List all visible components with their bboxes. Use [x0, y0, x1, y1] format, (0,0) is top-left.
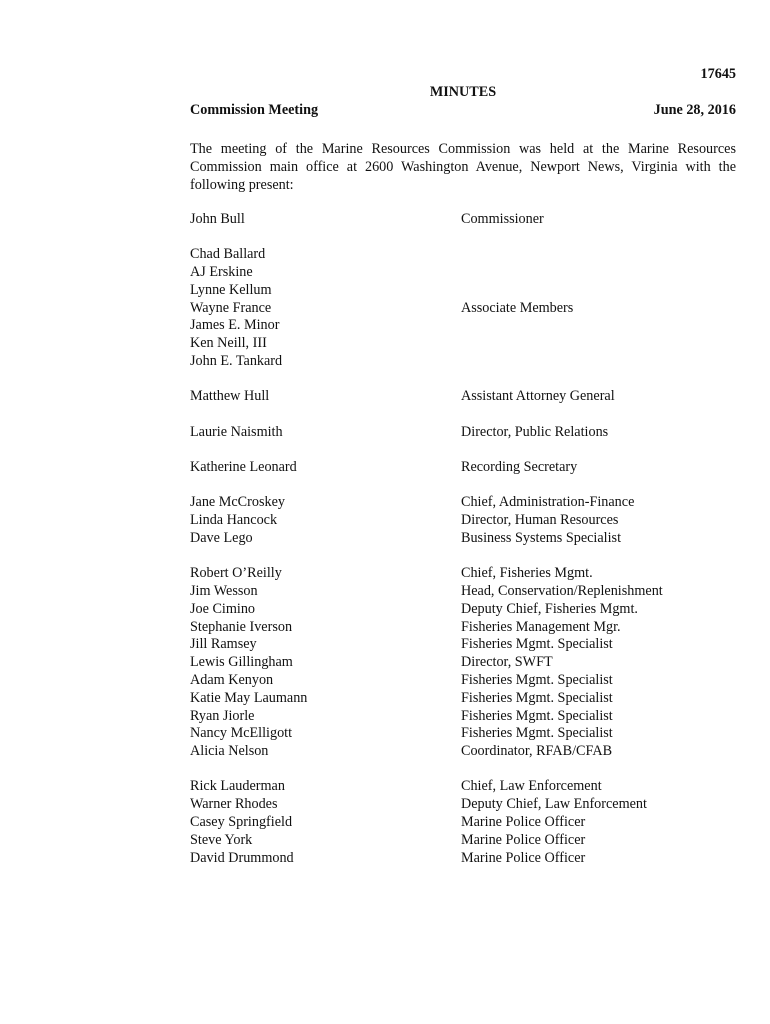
meeting-type: Commission Meeting	[190, 102, 319, 118]
attendee-name: David Drummond	[190, 849, 294, 866]
attendee-name: Lewis Gillingham	[190, 654, 293, 671]
intro-paragraph: The meeting of the Marine Resources Commission was held at the Marine Resources Commission main office at 2600 Washington Avenue, Newport News, Virginia with the following present:	[190, 141, 736, 193]
attendee-role: Chief, Law Enforcement	[461, 778, 602, 795]
page-number: 17645	[700, 66, 736, 82]
attendee-name: Katherine Leonard	[190, 458, 297, 475]
attendee-role: Recording Secretary	[461, 458, 578, 475]
attendee-role: Coordinator, RFAB/CFAB	[461, 743, 613, 760]
attendee-name: Chad Ballard	[190, 246, 266, 263]
law-enforcement-group	[190, 778, 736, 867]
attendee-name: James E. Minor	[190, 317, 280, 334]
attendee-name: Nancy McElligott	[190, 725, 293, 742]
attendee-role: Fisheries Management Mgr.	[461, 618, 621, 635]
attendee-name: Alicia Nelson	[190, 743, 269, 760]
attendee-role: Fisheries Mgmt. Specialist	[461, 725, 613, 742]
attendee-name: Jane McCroskey	[190, 494, 285, 511]
fisheries-group	[190, 565, 736, 761]
attendee-name: Katie May Laumann	[190, 689, 308, 706]
attendee-name: Jill Ramsey	[190, 636, 257, 653]
attendee-role: Fisheries Mgmt. Specialist	[461, 707, 613, 724]
attendee-name: Matthew Hull	[190, 388, 270, 405]
attendee-name: John E. Tankard	[190, 353, 283, 370]
attendee-role: Fisheries Mgmt. Specialist	[461, 689, 613, 706]
associate-members-group	[190, 246, 736, 371]
document-title: MINUTES	[429, 84, 497, 100]
attendee-name: Stephanie Iverson	[190, 618, 293, 635]
attendee-name: AJ Erskine	[190, 264, 253, 281]
attendee-name: Warner Rhodes	[190, 796, 278, 813]
public-relations-group	[190, 424, 736, 442]
attendee-name: Joe Cimino	[190, 600, 256, 617]
attendee-role: Director, Human Resources	[461, 512, 619, 529]
attendee-role: Deputy Chief, Fisheries Mgmt.	[461, 600, 638, 617]
attendee-name: Steve York	[190, 831, 253, 848]
attendee-role: Marine Police Officer	[461, 814, 586, 831]
attendee-name: Linda Hancock	[190, 512, 278, 529]
attendee-name: Rick Lauderman	[190, 778, 285, 795]
attendee-role: Associate Members	[461, 299, 574, 316]
attendee-name: Lynne Kellum	[190, 281, 272, 298]
meeting-date: June 28, 2016	[653, 102, 736, 118]
attendee-role: Marine Police Officer	[461, 831, 586, 848]
attendee-name: Robert O’Reilly	[190, 565, 282, 582]
commissioner-group	[190, 211, 736, 229]
attendee-role: Deputy Chief, Law Enforcement	[461, 796, 647, 813]
attendee-name: Ryan Jiorle	[190, 707, 255, 724]
attendee-roster	[190, 211, 736, 885]
attendee-name: Casey Springfield	[190, 814, 293, 831]
attendee-role: Fisheries Mgmt. Specialist	[461, 636, 613, 653]
attendee-role: Business Systems Specialist	[461, 529, 622, 546]
attendee-name: Ken Neill, III	[190, 335, 267, 352]
attendee-name: John Bull	[190, 211, 245, 227]
attendee-name: Wayne France	[190, 299, 272, 316]
attendee-name: Adam Kenyon	[190, 671, 274, 688]
attendee-role: Commissioner	[461, 211, 544, 227]
attendee-role: Chief, Fisheries Mgmt.	[461, 565, 593, 582]
attendee-role: Fisheries Mgmt. Specialist	[461, 671, 613, 688]
admin-group	[190, 494, 736, 547]
secretary-group	[190, 459, 736, 477]
attendee-role: Director, SWFT	[461, 654, 553, 671]
attendee-role: Chief, Administration-Finance	[461, 494, 635, 511]
attendee-name: Laurie Naismith	[190, 423, 283, 440]
attendee-name: Jim Wesson	[190, 582, 258, 599]
attendee-name: Dave Lego	[190, 529, 253, 546]
attorney-group	[190, 388, 736, 406]
attendee-role: Director, Public Relations	[461, 423, 609, 440]
attendee-role: Head, Conservation/Replenishment	[461, 582, 663, 599]
attendee-role: Assistant Attorney General	[461, 388, 615, 405]
attendee-role: Marine Police Officer	[461, 849, 586, 866]
